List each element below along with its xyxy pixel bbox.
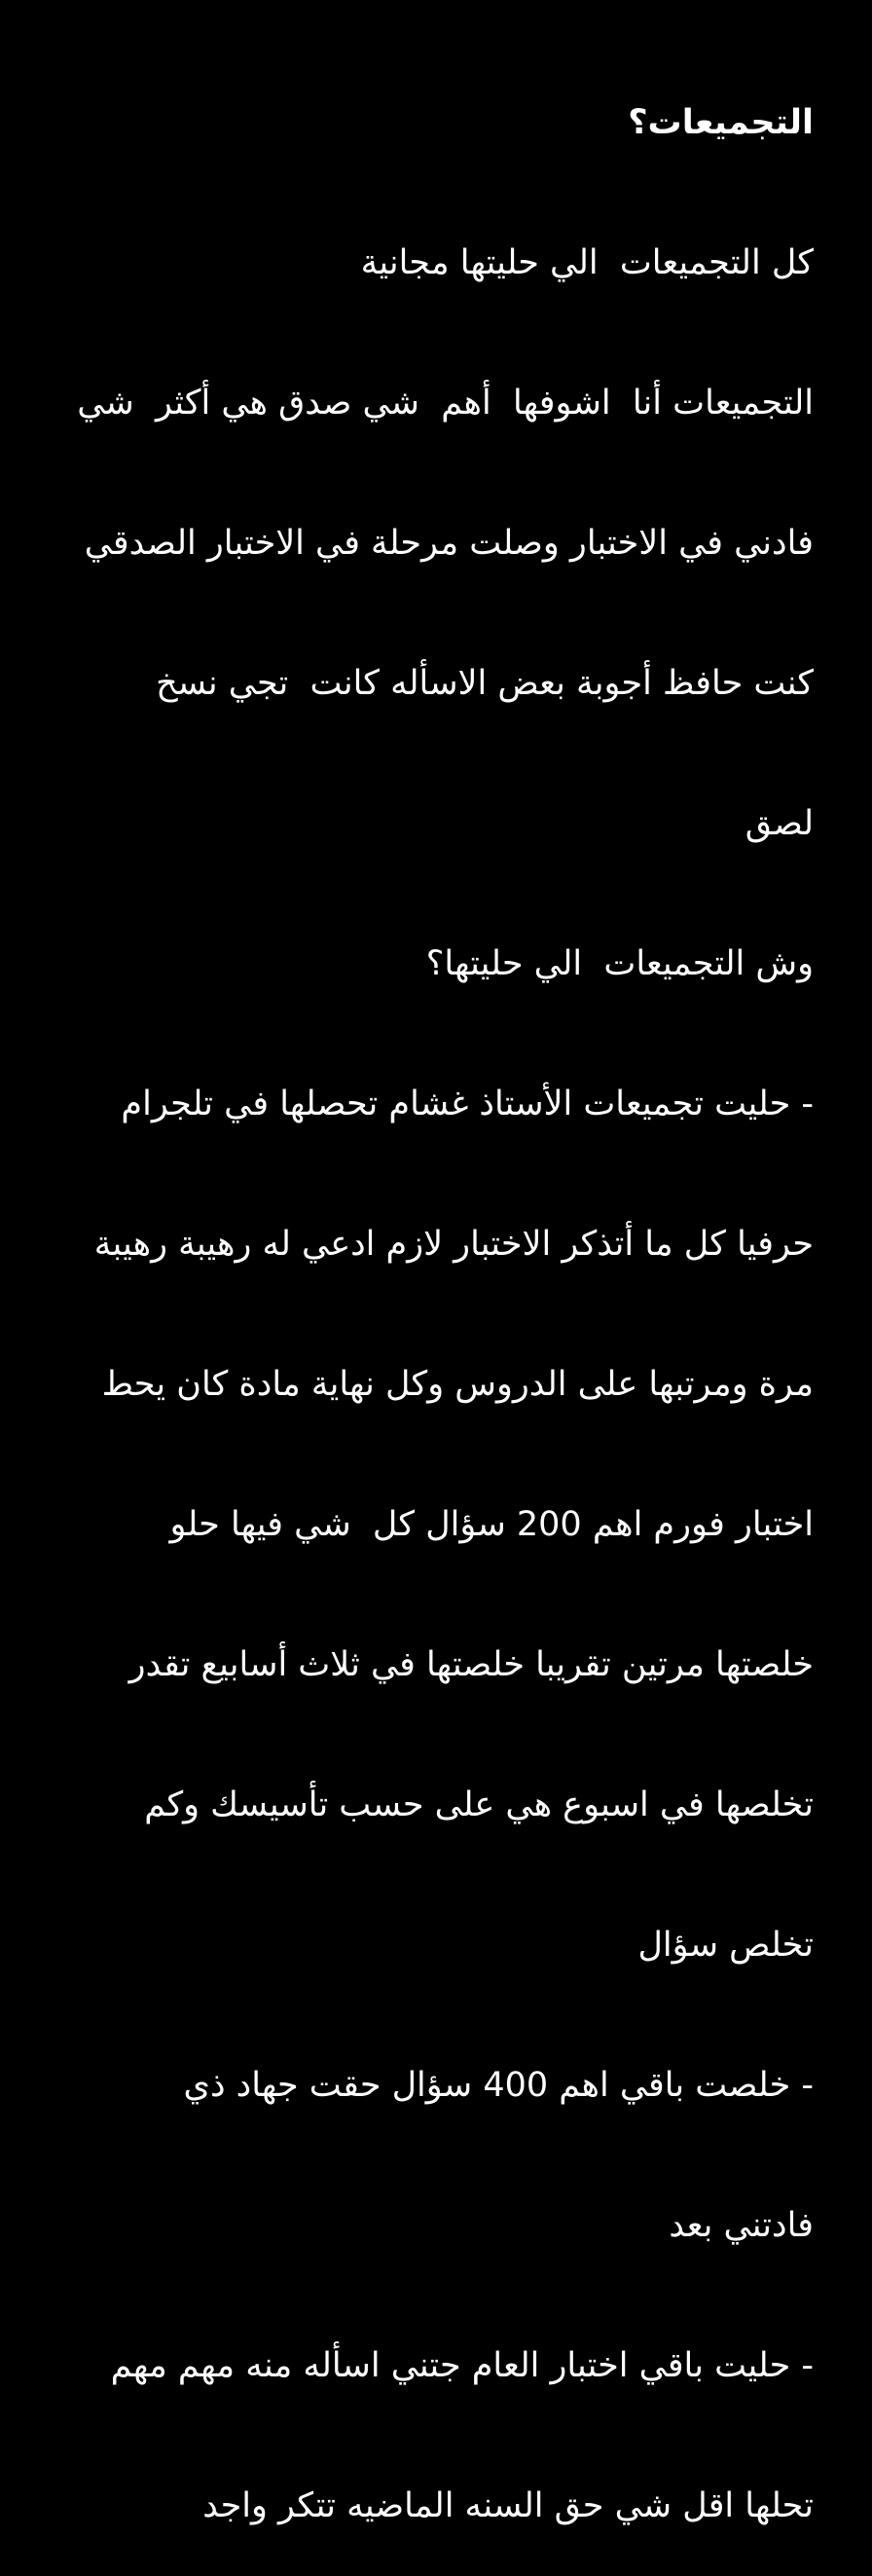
note-line: اختبار فورم اهم 200 سؤال كل شي فيها حلو [169, 1505, 814, 1544]
note-line: - حليت تجميعات الأستاذ غشام تحصلها في تلجرام [121, 1085, 814, 1123]
note-line: كنت حافظ أجوبة بعض الاسأله كانت تجي نسخ [156, 664, 814, 703]
note-line: خلصتها مرتين تقريبا خلصتها في ثلاث أسابيع تقدر [128, 1645, 814, 1684]
note-line: - خلصت باقي اهم 400 سؤال حقت جهاد ذي [183, 2066, 814, 2105]
note-line: وش التجميعات الي حليتها؟ [425, 944, 814, 983]
note-line: فادتني بعد [669, 2206, 814, 2245]
note-line: لصق [745, 804, 814, 843]
note-line: تخلصها في اسبوع هي على حسب تأسيسك وكم [144, 1785, 814, 1824]
note-line: مرة ومرتبها على الدروس وكل نهاية مادة كان يحط [101, 1365, 814, 1404]
note-line: تحلها اقل شي حق السنه الماضيه تتكر واجد [202, 2486, 814, 2525]
note-text [29, 14, 814, 2576]
note-line: - حليت باقي اختبار العام جتني اسأله منه مهم مهم [110, 2346, 814, 2385]
note-line: كل التجميعات الي حليتها مجانية [360, 243, 814, 282]
note-heading: التجميعات؟ [628, 103, 814, 142]
note-line: حرفيا كل ما أتذكر الاختبار لازم ادعي له رهيبة رهيبة [93, 1225, 814, 1264]
note-line: التجميعات أنا اشوفها أهم شي صدق هي أكثر شي [77, 384, 814, 423]
note-line: فادني في الاختبار وصلت مرحلة في الاختبار الصدقي [84, 524, 814, 563]
note-line: تخلص سؤال [637, 1926, 814, 1965]
